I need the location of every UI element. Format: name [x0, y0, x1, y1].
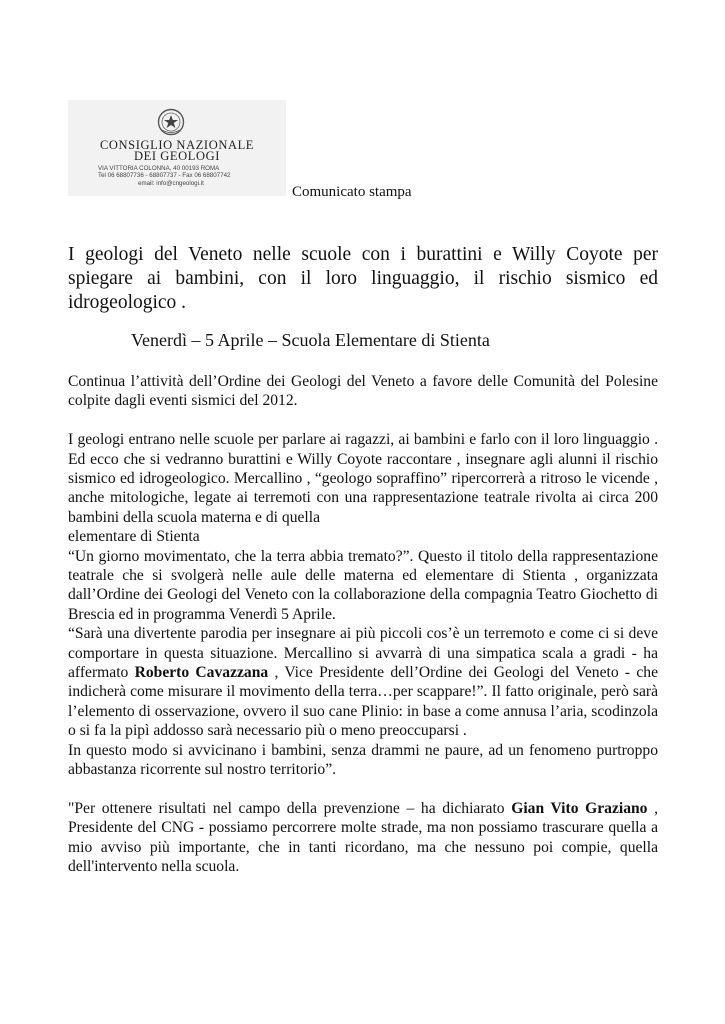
paragraph-spacer — [68, 780, 658, 799]
paragraph-intro: Continua l’attività dell’Ordine dei Geologi del Veneto a favore delle Comunità del Polesine colpite dagli eventi sismici del 2012. — [68, 373, 658, 410]
document-type-label: Comunicato stampa — [292, 184, 412, 200]
org-contact-block — [98, 165, 288, 187]
quote-text-before: "Per ottenere risultati nel campo della prevenzione – ha dichiarato — [68, 799, 512, 817]
paragraph-schools: I geologi entrano nelle scuole per parlare ai ragazzi, ai bambini e farlo con il loro linguaggio . Ed ecco che si vedranno burattini e Willy Coyote raccontare , insegnare agli alunni il rischio sismico ed idrogeologico. Mercallino , “geologo sopraffino” ripercorrerà a ritroso le vicende , anche mitologiche, legate ai terremoti con una rappresentazione teatrale rivolta ai circa 200 bambini della scuola materna e di quella — [68, 431, 658, 526]
speaker-name-graziano: Gian Vito Graziano — [511, 799, 648, 817]
paragraph-graziano-quote — [68, 799, 658, 877]
org-name-line2: DEI GEOLOGI — [133, 149, 221, 163]
event-subheadline: Venerdì – 5 Aprile – Scuola Elementare di Stienta — [131, 330, 490, 350]
paragraph-cavazzana-quote — [68, 624, 658, 740]
org-email: email: info@cngeologi.it — [138, 179, 204, 187]
speaker-name-cavazzana: Roberto Cavazzana — [134, 664, 269, 682]
quote-text-before: “Sarà una divertente parodia per insegnare ai più piccoli cos’è un terremoto e come ci si deve comportare in questa situazione. Mercallino si avvarrà di una simpatica scala a gradi - ha affermato — [68, 625, 658, 682]
italian-republic-emblem-icon — [157, 108, 185, 136]
paragraph-show-title: “Un giorno movimentato, che la terra abbia tremato?”. Questo il titolo della rappresentazione teatrale che si svolgerà nelle aule delle materna ed elementare di Stienta , organizzata dall’Ordine dei Geologi del Veneto con la collaborazione della compagnia Teatro Giochetto di Brescia ed in programma Venerdì 5 Aprile. — [68, 547, 658, 623]
org-address: VIA VITTORIA COLONNA, 40 00193 ROMA — [98, 165, 220, 172]
org-name — [68, 140, 286, 162]
paragraph-schools-end: elementare di Stienta — [68, 528, 200, 546]
paragraph-approach: In questo modo si avvicinano i bambini, senza drammi ne paure, ad un fenomeno purtroppo abbastanza ricorrente sul nostro territorio”. — [68, 741, 658, 779]
quote-text-after: , Presidente del CNG - possiamo percorrere molte strade, ma non possiamo trascurare quella a mio avviso più importante, che in tanti ricordano, ma che nessuno poi compie, quella dell'intervento nella scuola. — [68, 799, 659, 876]
press-release-headline: I geologi del Veneto nelle scuole con i burattini e Willy Coyote per spiegare ai bambini, con il loro linguaggio, il rischio sismico ed idrogeologico . — [68, 244, 658, 313]
quote-text-after: , Vice Presidente dell’Ordine dei Geologi del Veneto - che indicherà come misurare il movimento della terra…per scappare!”. Il fatto originale, però sarà l’elemento di osservazione, ovvero il suo cane Plinio: in base a come annusa l’aria, scodinzola o si fa la pipì addosso sarà necessario più o meno preoccuparsi . — [68, 664, 658, 740]
paragraph-spacer — [68, 411, 658, 430]
cng-logo — [68, 100, 286, 196]
org-name-line1: CONSIGLIO NAZIONALE — [99, 138, 255, 152]
org-phones: Tel 06 68807736 - 68807737 - Fax 06 68807742 — [98, 172, 231, 180]
press-release-body — [68, 372, 658, 877]
